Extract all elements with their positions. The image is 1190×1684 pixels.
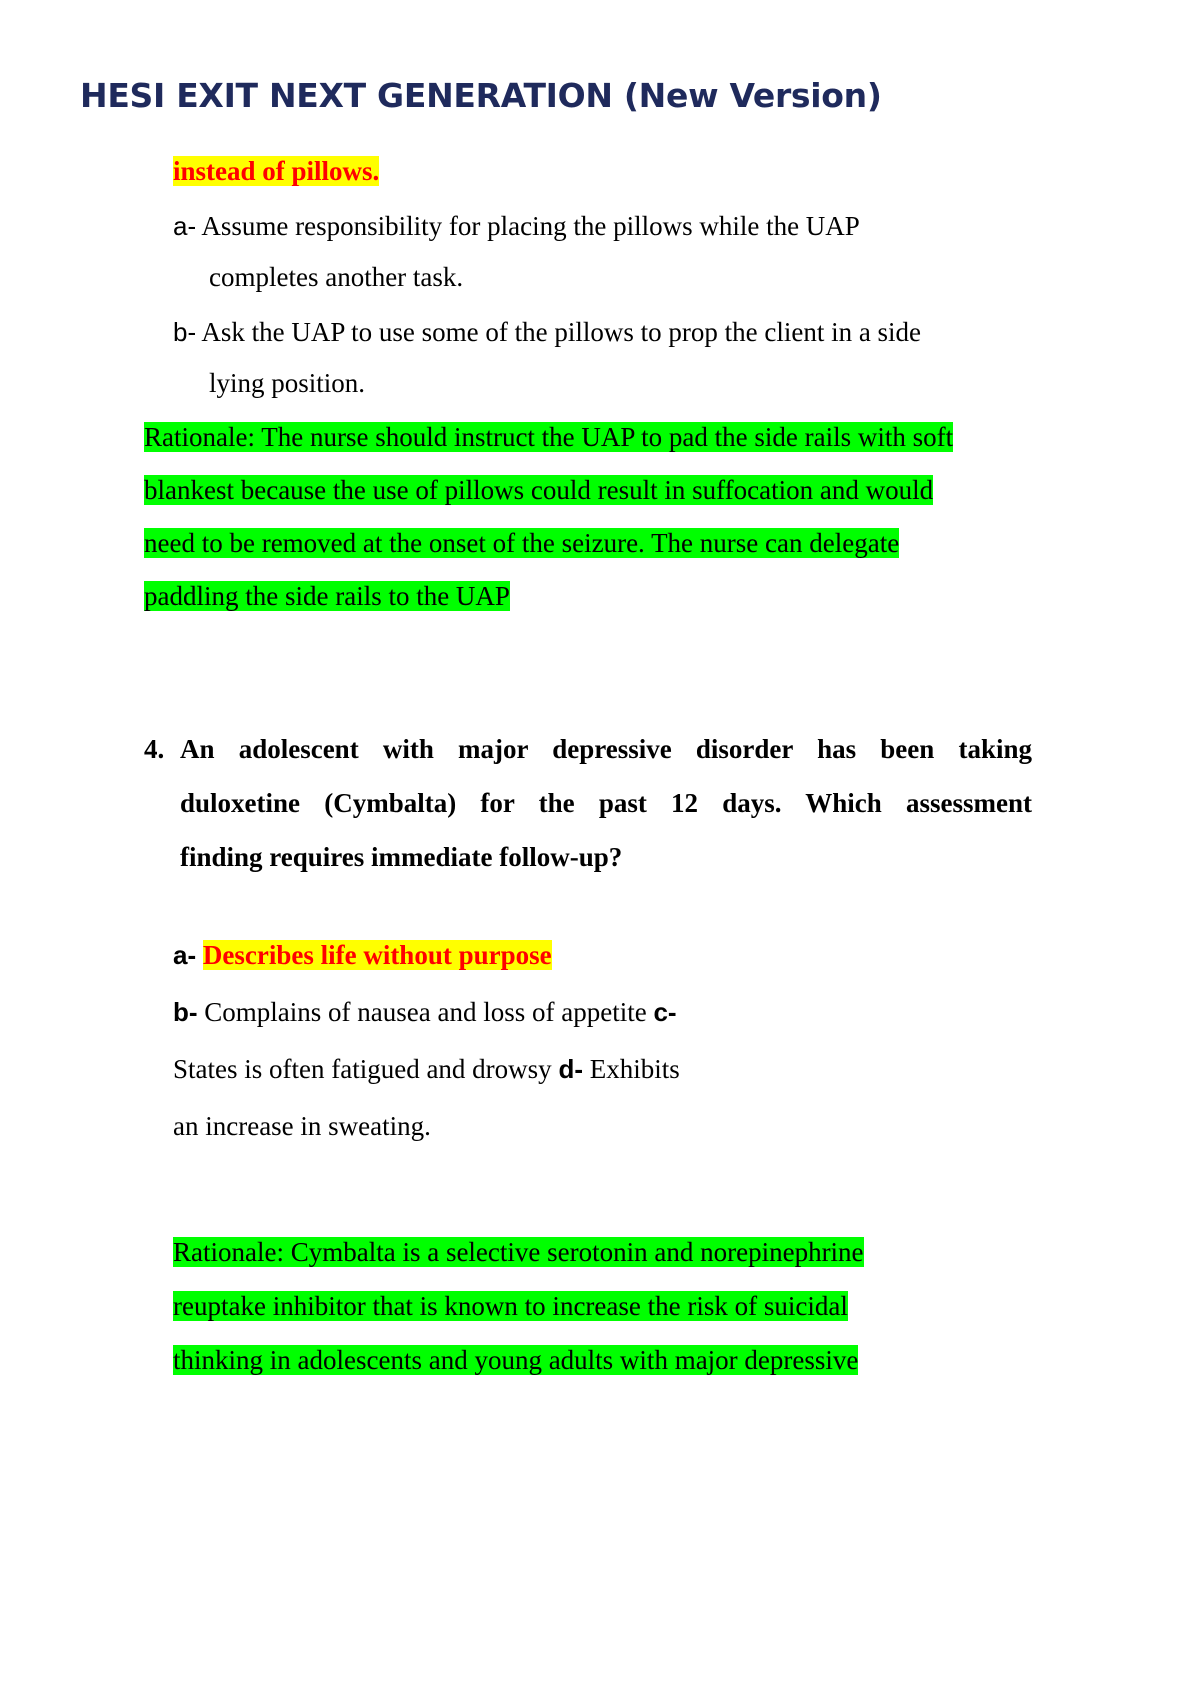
q4-option-d-continuation: an increase in sweating. bbox=[173, 1111, 431, 1141]
correct-answer-highlight: instead of pillows. bbox=[173, 156, 380, 186]
option-a-line-1 bbox=[173, 211, 860, 242]
rationale-line: thinking in adolescents and young adults with major depressive bbox=[173, 1345, 859, 1375]
option-b-line-1 bbox=[173, 317, 921, 348]
option-marker: b- bbox=[173, 317, 197, 347]
q4-option-c-d bbox=[173, 1054, 680, 1085]
rationale-line: reuptake inhibitor that is known to increase the risk of suicidal bbox=[173, 1291, 848, 1321]
question-number: 4. bbox=[144, 734, 165, 764]
option-marker: b- bbox=[173, 997, 198, 1027]
page-header-title: HESI EXIT NEXT GENERATION (New Version) bbox=[80, 76, 882, 115]
option-b-line-2: lying position. bbox=[209, 368, 366, 398]
question-line: An adolescent with major depressive disorder has been taking bbox=[180, 734, 1032, 764]
option-a-line-2: completes another task. bbox=[209, 262, 464, 292]
option-marker: a- bbox=[173, 211, 197, 241]
correct-answer-highlight: Describes life without purpose bbox=[202, 940, 552, 970]
option-marker: a- bbox=[173, 940, 197, 970]
option-text: Ask the UAP to use some of the pillows to prop the client in a side bbox=[201, 317, 922, 347]
rationale-line: need to be removed at the onset of the seizure. The nurse can delegate bbox=[144, 528, 900, 558]
question-line: finding requires immediate follow-up? bbox=[180, 842, 623, 872]
rationale-line: Rationale: The nurse should instruct the UAP to pad the side rails with soft bbox=[144, 422, 954, 452]
option-marker: d- bbox=[558, 1054, 583, 1084]
rationale-line: paddling the side rails to the UAP bbox=[144, 581, 510, 611]
rationale-line: blankest because the use of pillows could result in suffocation and would bbox=[144, 475, 934, 505]
q4-option-a bbox=[173, 940, 552, 971]
question-line: duloxetine (Cymbalta) for the past 12 days. Which assessment bbox=[180, 788, 1032, 818]
option-text: Complains of nausea and loss of appetite bbox=[204, 997, 647, 1027]
q4-option-b bbox=[173, 997, 677, 1028]
option-text: States is often fatigued and drowsy bbox=[173, 1054, 552, 1084]
option-marker: c- bbox=[653, 997, 677, 1027]
question-4-stem bbox=[144, 722, 1032, 884]
option-text: Assume responsibility for placing the pillows while the UAP bbox=[201, 211, 860, 241]
answer-fragment bbox=[173, 156, 379, 187]
rationale-line: Rationale: Cymbalta is a selective serotonin and norepinephrine bbox=[173, 1237, 864, 1267]
option-text: Exhibits bbox=[589, 1054, 680, 1084]
